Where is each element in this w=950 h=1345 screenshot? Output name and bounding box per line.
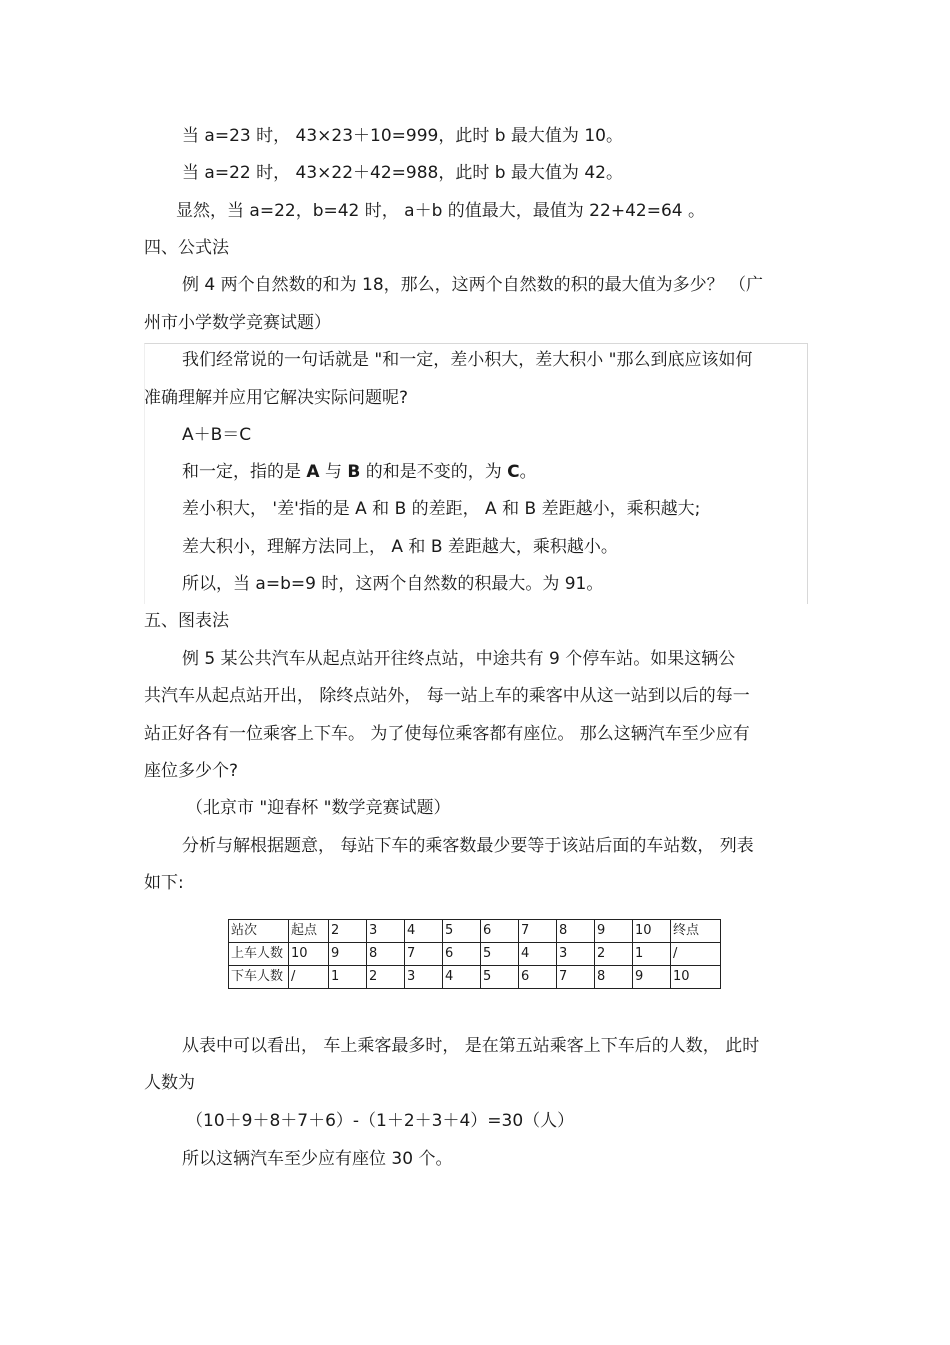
box-text-part: 和一定，指的是 xyxy=(182,462,307,482)
table-cell: 6 xyxy=(443,943,481,966)
table-cell: 9 xyxy=(595,920,633,943)
text-line: 显然，当 a=22，b=42 时， a＋b 的值最大，最值为 22+42=64 。 xyxy=(176,201,705,221)
section-heading: 五、图表法 xyxy=(144,611,229,631)
box-text-part: 与 xyxy=(319,462,348,482)
table-cell: 6 xyxy=(519,966,557,989)
table-cell: 上车人数 xyxy=(229,943,289,966)
formula-text: A＋B＝C xyxy=(182,425,252,445)
box-text: 我们经常说的一句话就是 "和一定，差小积大，差大积小 "那么到底应该如何 xyxy=(182,350,753,370)
table-cell: / xyxy=(289,966,329,989)
box-text: 准确理解并应用它解决实际问题呢? xyxy=(144,388,409,408)
table-cell: 9 xyxy=(633,966,671,989)
table-cell: 2 xyxy=(595,943,633,966)
table-cell: 2 xyxy=(367,966,405,989)
box-text: 差大积小，理解方法同上， A 和 B 差距越大，乘积越小。 xyxy=(182,537,618,557)
bold-c: C xyxy=(507,462,520,482)
table-cell: 9 xyxy=(329,943,367,966)
table-cell: 8 xyxy=(557,920,595,943)
table-cell: 7 xyxy=(519,920,557,943)
table-row xyxy=(229,966,721,989)
bold-a: A xyxy=(306,462,320,482)
example-text: 座位多少个? xyxy=(144,761,239,781)
table-cell: 5 xyxy=(481,943,519,966)
station-table xyxy=(228,919,721,989)
table-cell: 8 xyxy=(595,966,633,989)
table-cell: 4 xyxy=(443,966,481,989)
table-cell: 4 xyxy=(405,920,443,943)
analysis-text: 分析与解根据题意， 每站下车的乘客数最少要等于该站后面的车站数， 列表 xyxy=(182,836,754,856)
table-cell: 7 xyxy=(405,943,443,966)
table-cell: 10 xyxy=(289,943,329,966)
table-cell: 1 xyxy=(633,943,671,966)
table-cell: 终点 xyxy=(671,920,721,943)
bold-b: B xyxy=(347,462,361,482)
box-text xyxy=(182,461,537,483)
box-text: 所以，当 a=b=9 时，这两个自然数的积最大。为 91。 xyxy=(182,574,604,594)
table-cell: 10 xyxy=(633,920,671,943)
box-text: 差小积大， '差'指的是 A 和 B 的差距， A 和 B 差距越小，乘积越大; xyxy=(182,499,701,519)
table-cell: 3 xyxy=(405,966,443,989)
table-cell: 起点 xyxy=(289,920,329,943)
table-cell: 10 xyxy=(671,966,721,989)
table-cell: 下车人数 xyxy=(229,966,289,989)
table-cell: 5 xyxy=(443,920,481,943)
table-cell: 2 xyxy=(329,920,367,943)
example-text: 站正好各有一位乘客上下车。 为了使每位乘客都有座位。 那么这辆汽车至少应有 xyxy=(144,724,750,744)
table-cell: 3 xyxy=(557,943,595,966)
table-cell: 1 xyxy=(329,966,367,989)
text-line: 当 a=23 时， 43×23＋10=999，此时 b 最大值为 10。 xyxy=(182,126,623,146)
section-heading: 四、公式法 xyxy=(144,238,229,258)
table-cell: 站次 xyxy=(229,920,289,943)
text-line: 人数为 xyxy=(144,1073,195,1093)
box-text-part: 的和是不变的，为 xyxy=(360,462,508,482)
example-text: 州市小学数学竞赛试题） xyxy=(144,313,331,333)
conclusion-text: 所以这辆汽车至少应有座位 30 个。 xyxy=(182,1149,453,1169)
formula-text: （10＋9＋8＋7＋6）-（1＋2＋3＋4）=30（人） xyxy=(186,1111,575,1131)
table-cell: 4 xyxy=(519,943,557,966)
text-line: 从表中可以看出， 车上乘客最多时， 是在第五站乘客上下车后的人数， 此时 xyxy=(182,1036,760,1056)
table-cell: 5 xyxy=(481,966,519,989)
analysis-text: 如下: xyxy=(144,873,184,893)
table-cell: 3 xyxy=(367,920,405,943)
box-text-part: 。 xyxy=(519,462,537,482)
text-line: 当 a=22 时， 43×22＋42=988，此时 b 最大值为 42。 xyxy=(182,163,623,183)
example-text: 共汽车从起点站开出， 除终点站外， 每一站上车的乘客中从这一站到以后的每一 xyxy=(144,686,750,706)
table-cell: 8 xyxy=(367,943,405,966)
example-text: 例 5 某公共汽车从起点站开往终点站，中途共有 9 个停车站。如果这辆公 xyxy=(182,649,736,669)
table-row xyxy=(229,920,721,943)
example-text: 例 4 两个自然数的和为 18，那么，这两个自然数的积的最大值为多少？ （广 xyxy=(182,275,764,295)
table-cell: 6 xyxy=(481,920,519,943)
table-cell: / xyxy=(671,943,721,966)
table-row xyxy=(229,943,721,966)
table-cell: 7 xyxy=(557,966,595,989)
example-source: （北京市 "迎春杯 "数学竞赛试题） xyxy=(186,798,451,818)
